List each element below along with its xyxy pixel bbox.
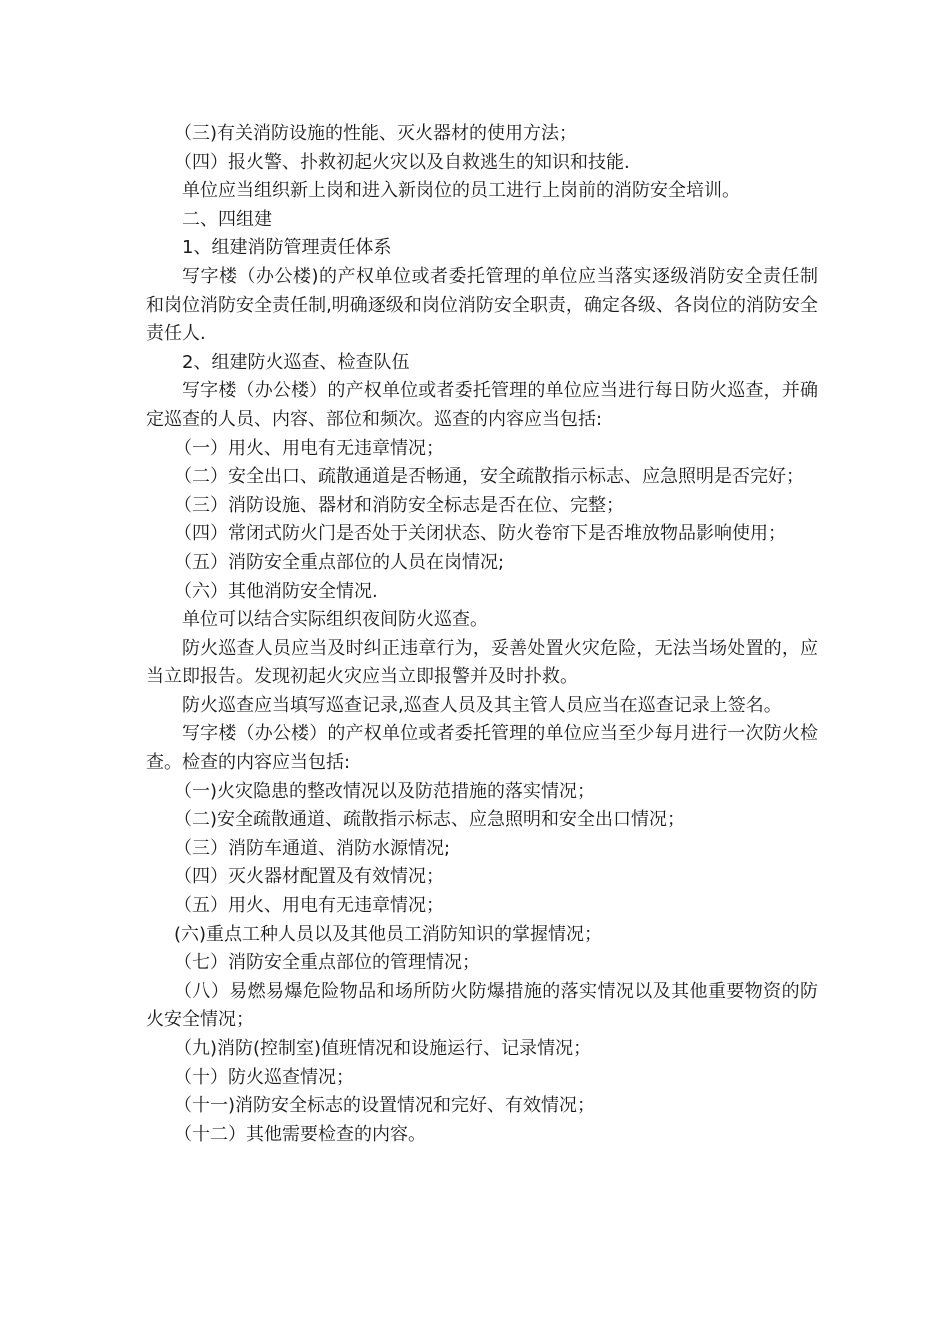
subsection-heading: 2、组建防火巡查、检查队伍: [182, 351, 410, 373]
list-item: （十一)消防安全标志的设置情况和完好、有效情况；: [174, 1095, 596, 1117]
paragraph: 写字楼（办公楼）的产权单位或者委托管理的单位应当进行每日防火巡查，并确定巡查的人员、内容、部位和频次。巡查的内容应当包括:: [146, 380, 818, 430]
list-item: （三）消防设施、器材和消防安全标志是否在位、完整；: [174, 494, 624, 516]
paragraph: （四）报火警、扑救初起火灾以及自救逃生的知识和技能.: [174, 151, 630, 173]
list-item: （十二）其他需要检查的内容。: [174, 1123, 426, 1145]
list-item: （三）消防车通道、消防水源情况;: [174, 837, 451, 859]
list-item: （七）消防安全重点部位的管理情况；: [174, 952, 480, 974]
paragraph: 防火巡查人员应当及时纠正违章行为，妥善处置火灾危险，无法当场处置的，应当立即报告。发现初起火灾应当立即报警并及时扑救。: [146, 637, 818, 688]
list-item: （四）常闭式防火门是否处于关闭状态、防火卷帘下是否堆放物品影响使用；: [174, 523, 786, 545]
list-item: （五）用火、用电有无违章情况；: [174, 895, 444, 917]
paragraph: 防火巡查应当填写巡查记录,巡查人员及其主管人员应当在巡查记录上签名。: [182, 694, 782, 716]
list-item: （十）防火巡查情况；: [174, 1066, 354, 1088]
list-item: （二）安全出口、疏散通道是否畅通，安全疏散指示标志、应急照明是否完好；: [174, 466, 804, 488]
list-item: （八）易燃易爆危险物品和场所防火防爆措施的落实情况以及其他重要物资的防火安全情况；: [146, 980, 818, 1031]
list-item: (六)重点工种人员以及其他员工消防知识的掌握情况；: [174, 923, 603, 945]
list-item: （二)安全疏散通道、疏散指示标志、应急照明和安全出口情况；: [174, 809, 686, 831]
list-item: （六）其他消防安全情况.: [174, 580, 378, 602]
paragraph: （三)有关消防设施的性能、灭火器材的使用方法；: [174, 123, 578, 144]
paragraph: 单位可以结合实际组织夜间防火巡查。: [182, 609, 488, 631]
section-heading: 二、四组建: [182, 208, 272, 230]
document-body: [146, 120, 818, 1149]
list-item: （九)消防(控制室)值班情况和设施运行、记录情况；: [174, 1038, 592, 1059]
list-item: （四）灭火器材配置及有效情况；: [174, 866, 444, 888]
list-item: （一)火灾隐患的整改情况以及防范措施的落实情况；: [174, 780, 596, 802]
subsection-heading: 1、组建消防管理责任体系: [182, 237, 392, 259]
list-item: （一）用火、用电有无违章情况；: [174, 437, 444, 459]
list-item: （五）消防安全重点部位的人员在岗情况;: [174, 551, 505, 573]
paragraph: 写字楼（办公楼)的产权单位或者委托管理的单位应当落实逐级消防安全责任制和岗位消防安全责任制,明确逐级和岗位消防安全职责，确定各级、各岗位的消防安全责任人.: [146, 265, 818, 345]
paragraph: 单位应当组织新上岗和进入新岗位的员工进行上岗前的消防安全培训。: [182, 180, 740, 202]
paragraph: 写字楼（办公楼）的产权单位或者委托管理的单位应当至少每月进行一次防火检查。检查的内容应当包括:: [146, 723, 818, 774]
